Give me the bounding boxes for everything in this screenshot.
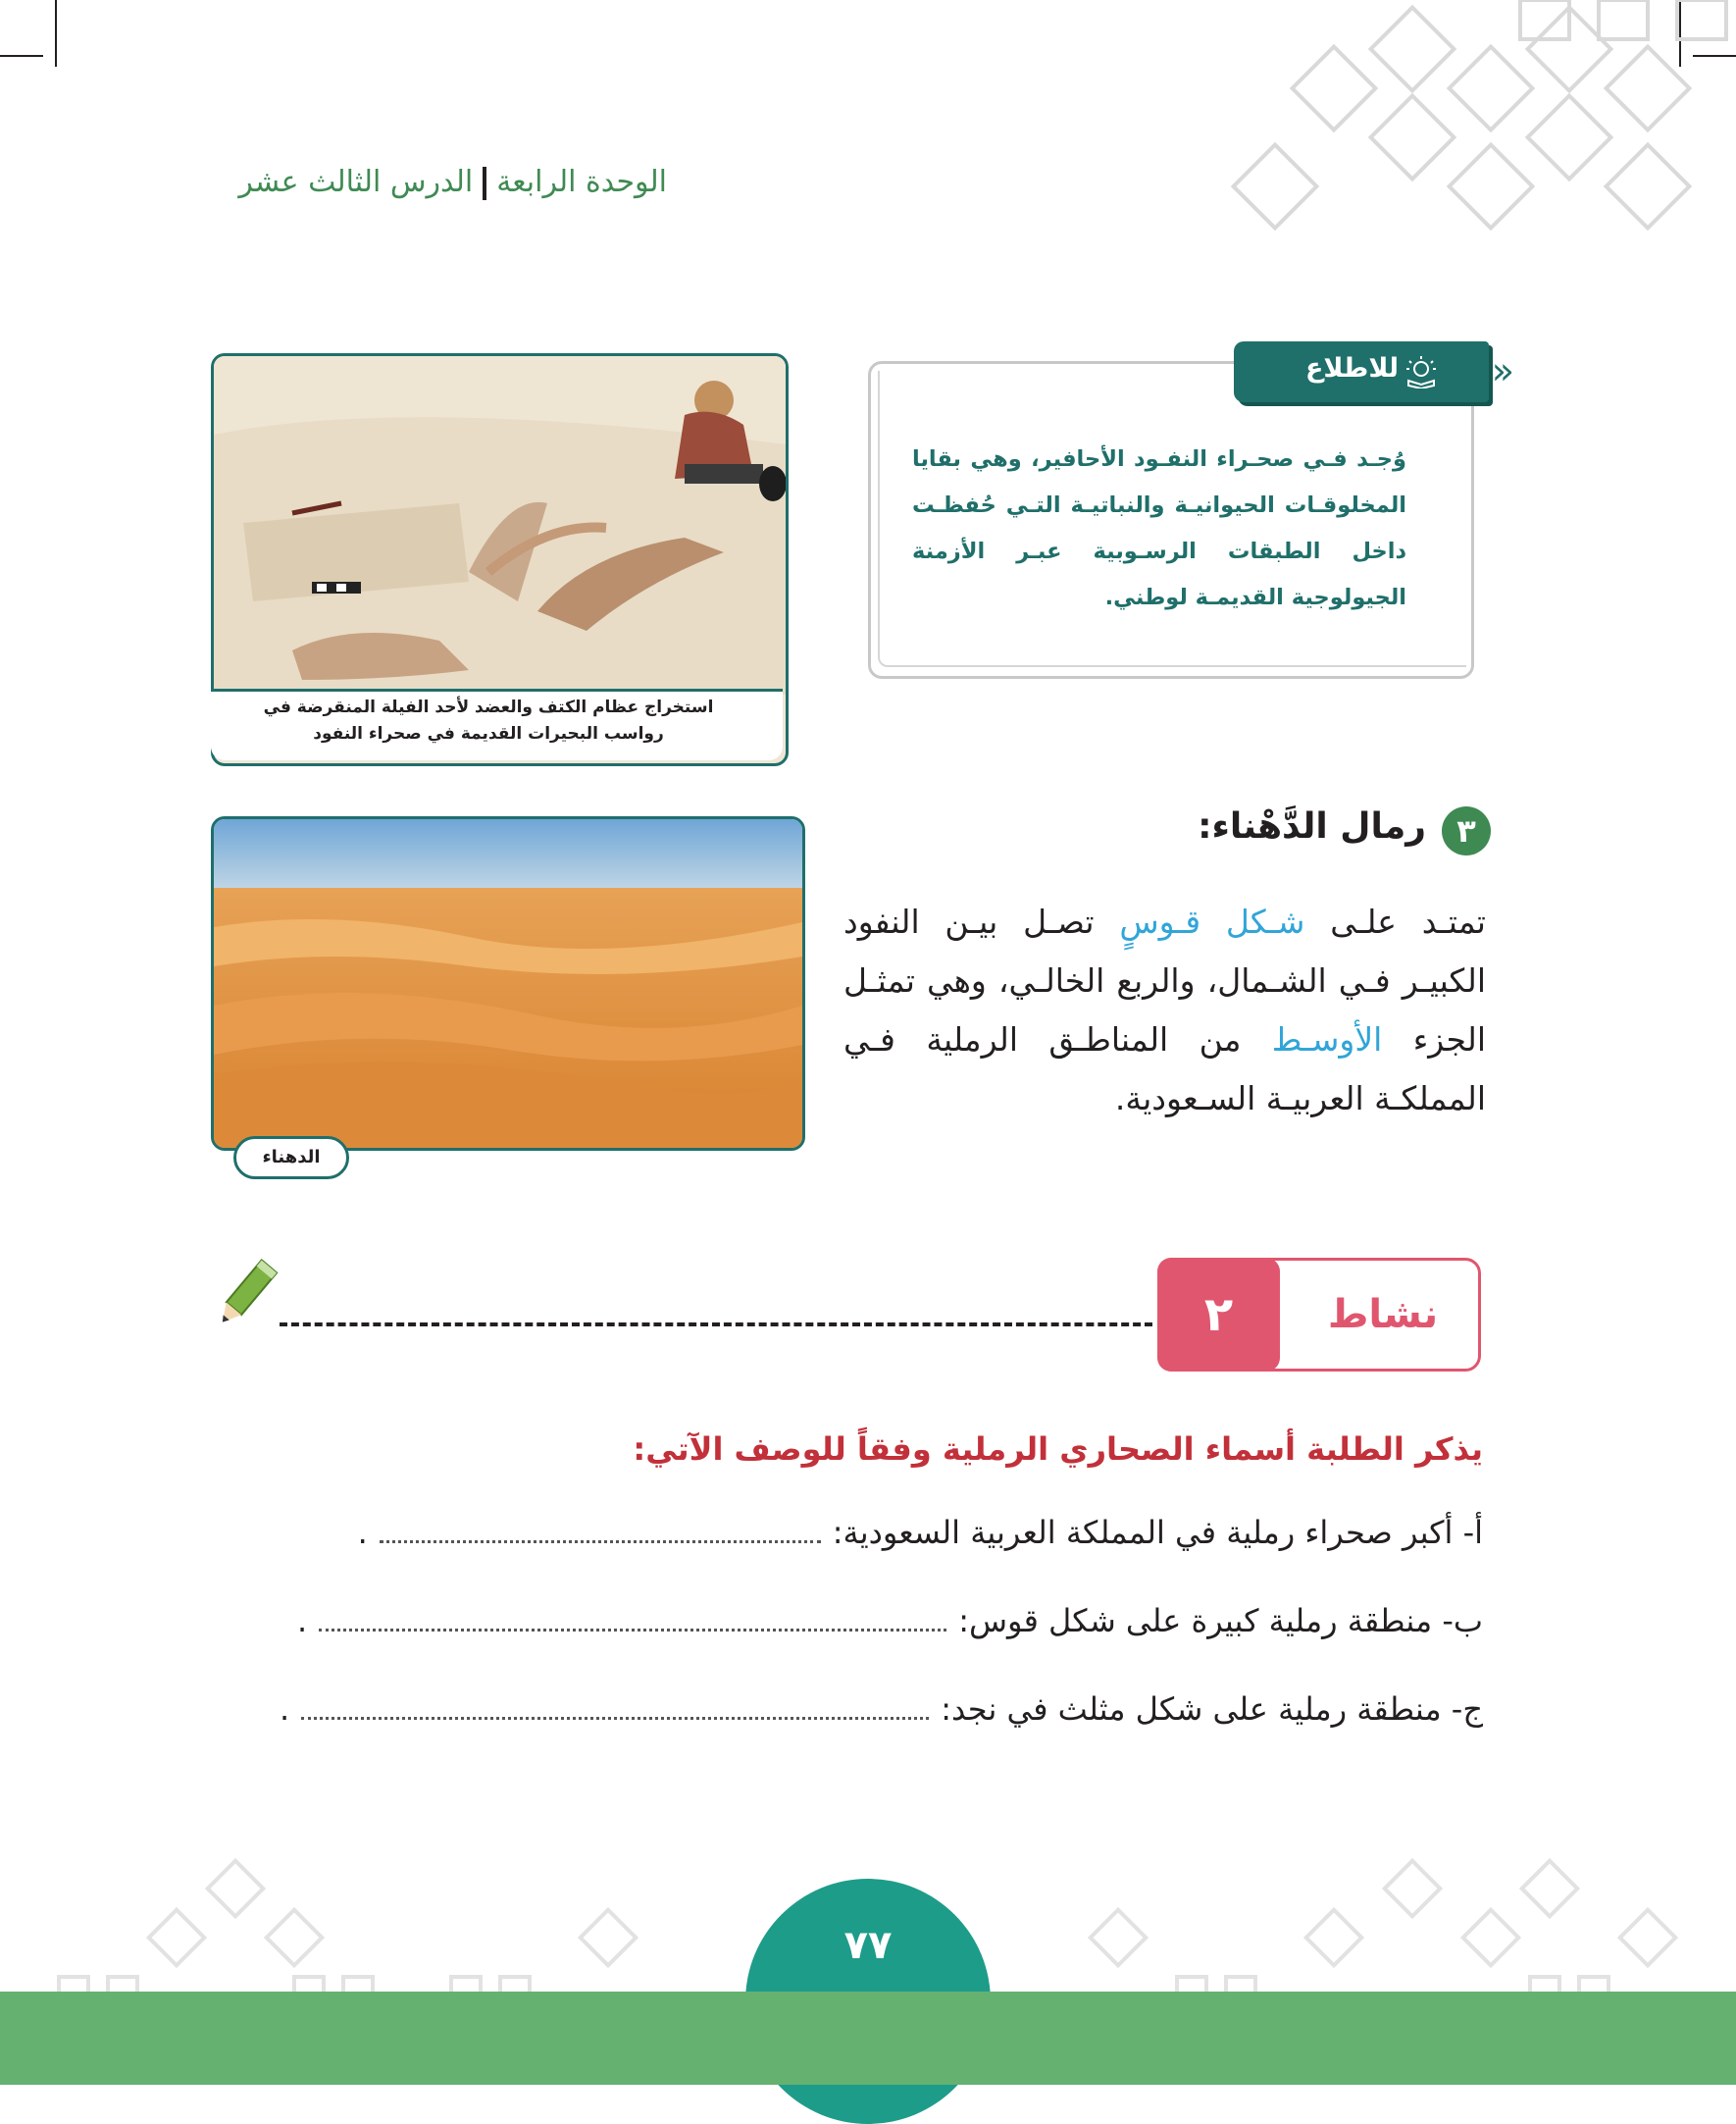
header-divider (483, 167, 486, 200)
end-mark: . (280, 1690, 290, 1728)
crop-mark (55, 0, 57, 67)
question-text: ب- منطقة رملية كبيرة على شكل قوس: (958, 1602, 1483, 1639)
answer-blank[interactable] (319, 1615, 946, 1632)
desert-illustration (214, 819, 802, 1148)
info-tab (1234, 341, 1514, 402)
pencil-icon (206, 1256, 284, 1334)
question-text: أ- أكبر صحراء رملية في المملكة العربية السعودية: (832, 1514, 1483, 1551)
end-mark: . (297, 1602, 308, 1639)
fossil-caption-line2: رواسب البحيرات القديمة في صحراء النفود (313, 724, 664, 744)
dashed-divider (280, 1322, 1152, 1326)
lightbulb-book-icon (1404, 355, 1438, 389)
activity-label: نشاط (1327, 1292, 1439, 1337)
end-mark: . (357, 1514, 368, 1551)
body-text: من المناطـق الرملية فـي المملكـة العربيـة السـعودية. (843, 1020, 1486, 1117)
body-text: تمتـد علـى (1304, 903, 1486, 941)
lesson-title: الدرس الثالث عشر (238, 165, 474, 199)
activity-number: ٢ (1157, 1258, 1280, 1372)
dahna-desert-photo (211, 816, 805, 1151)
crop-mark (0, 55, 43, 57)
question-c (280, 1690, 1483, 1728)
info-text: وُجـد فـي صحـراء النفـود الأحافير، وهي بقايا المخلوقـات الحيوانيـة والنباتيـة التـي حُفظـت داخل الطبقات الرسـوبية عبـر الأزمنة الجيولوجية القديمـة لوطني. (912, 446, 1406, 610)
decorative-pattern (1226, 0, 1736, 275)
fossil-caption (233, 695, 743, 748)
highlighted-term: شـكل قـوسٍ (1119, 903, 1305, 941)
unit-title: الوحدة الرابعة (496, 165, 667, 199)
page-header (238, 165, 667, 200)
section-title: رمال الدَّهْناء: (1198, 806, 1426, 847)
question-b (297, 1602, 1483, 1639)
question-a (358, 1514, 1483, 1551)
highlighted-term: الأوسـط (1271, 1020, 1383, 1059)
page-number: ٧٧ (843, 1923, 893, 1968)
dahna-caption: الدهناء (233, 1136, 349, 1179)
section-body (843, 893, 1486, 1128)
fossil-caption-line1: استخراج عظام الكتف والعضد لأحد الفيلة المنقرضة في (263, 698, 714, 717)
section-number-badge: ٣ (1442, 806, 1491, 855)
question-text: ج- منطقة رملية على شكل مثلث في نجد: (941, 1690, 1483, 1728)
footer-bar (0, 1992, 1736, 2085)
activity-prompt: يذكر الطلبة أسماء الصحاري الرملية وفقاً للوصف الآتي: (633, 1430, 1483, 1468)
fossil-illustration (214, 356, 786, 695)
chevron-left-icon: « (1491, 349, 1514, 392)
body-text: تصـل بيـن النفود الكبيـر فـي الشـمال، والربع الخالـي، وهي تمثـل الجزء (843, 903, 1487, 1059)
info-tab-label: للاطلاع (1304, 353, 1399, 384)
answer-blank[interactable] (380, 1527, 821, 1543)
answer-blank[interactable] (301, 1703, 929, 1720)
